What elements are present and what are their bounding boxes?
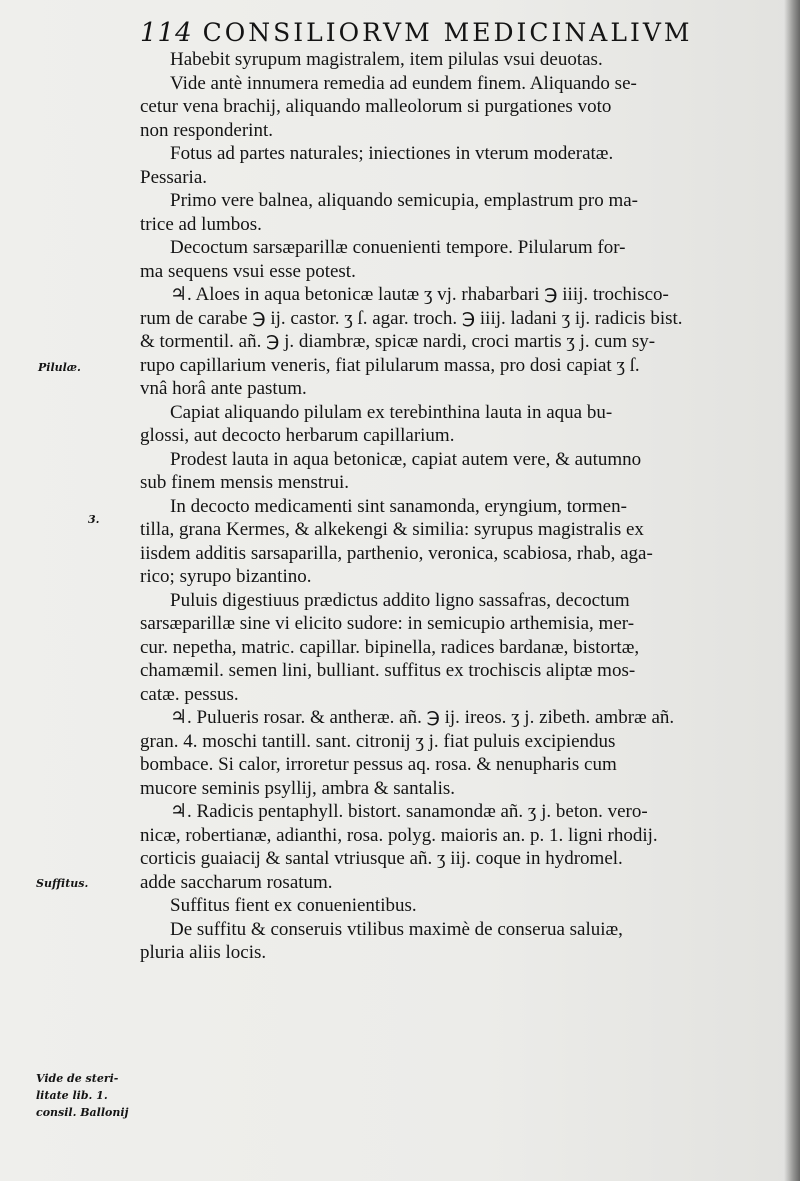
text-line: sub finem mensis menstrui.	[140, 472, 349, 493]
text-line: glossi, aut decocto herbarum capillarium.	[140, 425, 455, 446]
text-line: corticis guaiacij & santal vtriusque añ. ʒ iij. coque in hydromel.	[140, 848, 623, 869]
paragraph	[140, 918, 768, 965]
text-line: Pessaria.	[140, 166, 208, 188]
margin-note-pilulae: Pilulæ.	[38, 361, 81, 374]
page-body	[140, 48, 768, 965]
text-line: adde saccharum rosatum.	[140, 871, 333, 893]
text-line: pluria aliis locis.	[140, 942, 267, 963]
text-line: gran. 4. moschi tantill. sant. citronij ʒ j. fiat puluis excipiendus	[140, 730, 616, 752]
text-line: non responderint.	[140, 119, 273, 141]
text-line: Suffitus fient ex conuenientibus.	[170, 895, 417, 916]
text-line: iisdem additis sarsaparilla, parthenio, veronica, scabiosa, rhab, aga-	[140, 542, 653, 564]
text-line: catæ. pessus.	[140, 683, 239, 705]
page-header	[140, 18, 780, 52]
text-line: bombace. Si calor, irroretur pessus aq. rosa. & nenupharis cum	[140, 754, 617, 775]
running-title: CONSILIORVM MEDICINALIVM	[202, 18, 693, 47]
text-line: ♃. Aloes in aqua betonicæ lautæ ʒ vj. rhabarbari ℈ iiij. trochisco-	[170, 284, 669, 305]
paragraph	[140, 800, 768, 894]
paragraph	[140, 706, 768, 800]
text-line: sarsæparillæ sine vi elicito sudore: in semicupio arthemisia, mer-	[140, 613, 635, 634]
text-line: ♃. Radicis pentaphyll. bistort. sanamondæ añ. ʒ j. beton. vero-	[170, 801, 648, 822]
text-line: vnâ horâ ante pastum.	[140, 378, 307, 399]
margin-note-vide-1: Vide de steri-	[36, 1072, 119, 1085]
paragraph	[140, 448, 768, 495]
text-line: Fotus ad partes naturales; iniectiones in vterum moderatæ.	[170, 143, 614, 164]
text-line: Decoctum sarsæparillæ conuenienti tempore. Pilularum for-	[170, 237, 626, 258]
text-line: Primo vere balnea, aliquando semicupia, emplastrum pro ma-	[170, 190, 638, 211]
text-line: De suffitu & conseruis vtilibus maximè de conserua saluiæ,	[170, 918, 623, 940]
text-line: rum de carabe ℈ ij. castor. ʒ ſ. agar. troch. ℈ iiij. ladani ʒ ij. radicis bist.	[140, 307, 683, 329]
margin-note-vide-3: consil. Ballonij	[36, 1106, 129, 1119]
text-line: cur. nepetha, matric. capillar. bipinella, radices bardanæ, bistortæ,	[140, 636, 640, 658]
text-line: rico; syrupo bizantino.	[140, 566, 312, 587]
text-line: chamæmil. semen lini, bulliant. suffitus ex trochiscis aliptæ mos-	[140, 660, 636, 681]
text-line: Prodest lauta in aqua betonicæ, capiat autem vere, & autumno	[170, 448, 642, 470]
text-line: nicæ, robertianæ, adianthi, rosa. polyg. maioris an. p. 1. ligni rhodij.	[140, 824, 658, 846]
paragraph	[140, 401, 768, 448]
margin-note-suffitus: Suffitus.	[36, 877, 89, 890]
text-line: ma sequens vsui esse potest.	[140, 260, 356, 282]
page-edge-shadow	[784, 0, 800, 1181]
paragraph	[140, 48, 768, 72]
text-line: tilla, grana Kermes, & alkekengi & similia: syrupus magistralis ex	[140, 519, 644, 540]
page-number: 114	[140, 18, 193, 48]
margin-note-vide-2: litate lib. 1.	[36, 1089, 108, 1102]
text-line: ♃. Pulueris rosar. & antheræ. añ. ℈ ij. ireos. ʒ j. zibeth. ambræ añ.	[170, 707, 675, 728]
text-line: Vide antè innumera remedia ad eundem finem. Aliquando se-	[170, 72, 637, 94]
text-line: mucore seminis psyllij, ambra & santalis.	[140, 777, 456, 799]
text-line: trice ad lumbos.	[140, 213, 262, 235]
text-line: Habebit syrupum magistralem, item pilulas vsui deuotas.	[170, 49, 603, 70]
margin-note-3: 3.	[88, 513, 100, 526]
text-line: cetur vena brachij, aliquando malleolorum si purgationes voto	[140, 96, 612, 117]
paragraph	[140, 142, 768, 189]
paragraph	[140, 236, 768, 283]
text-line: In decocto medicamenti sint sanamonda, eryngium, tormen-	[170, 495, 627, 517]
paragraph	[140, 589, 768, 707]
paragraph	[140, 189, 768, 236]
paragraph	[140, 894, 768, 918]
text-line: Capiat aliquando pilulam ex terebinthina lauta in aqua bu-	[170, 401, 613, 423]
text-line: & tormentil. añ. ℈ j. diambræ, spicæ nardi, croci martis ʒ j. cum sy-	[140, 331, 656, 352]
text-line: Puluis digestiuus prædictus addito ligno sassafras, decoctum	[170, 589, 630, 611]
text-line: rupo capillarium veneris, fiat pilularum massa, pro dosi capiat ʒ ſ.	[140, 354, 640, 376]
paragraph	[140, 283, 768, 401]
paragraph	[140, 72, 768, 143]
paragraph	[140, 495, 768, 589]
